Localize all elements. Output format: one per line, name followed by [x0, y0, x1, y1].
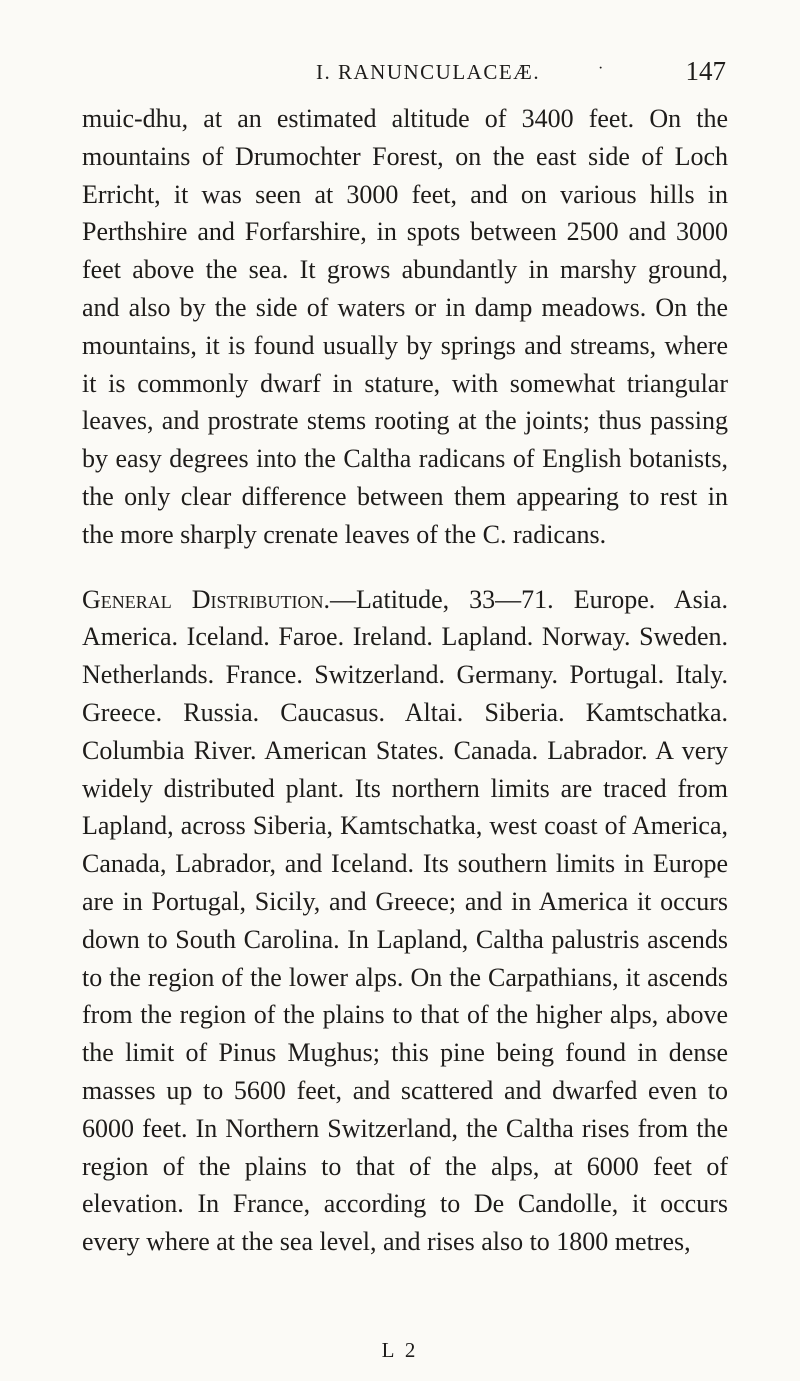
- paragraph-continuation: [82, 100, 728, 554]
- chapter-title: I. RANUNCULACEÆ.: [316, 60, 541, 84]
- page-number: 147: [685, 56, 726, 86]
- paragraph-text: —Latitude, 33—71. Europe. Asia. America. Iceland. Faroe. Ireland. Lapland. Norway. Sweden. Netherlands. France. Switzerland. Germany. Portugal. Italy. Greece. Russia. Caucasus. Altai. Siberia. Kamtschatka. Columbia River. American States. Canada. Labrador. A very widely distributed plant. Its northern limits are traced from Lapland, across Siberia, Kamtschatka, west coast of America, Canada, Labrador, and Iceland. Its southern limits in Europe are in Portugal, Sicily, and Greece; and in America it occurs down to South Carolina. In Lapland, Caltha palustris ascends to the region of the lower alps. On the Carpathians, it ascends from the region of the plains to that of the higher alps, above the limit of Pinus Mughus; this pine being found in dense masses up to 5600 feet, and scattered and dwarfed even to 6000 feet. In Northern Switzerland, the Caltha rises from the region of the plains to that of the alps, at 6000 feet of elevation. In France, according to De Candolle, it occurs every where at the sea level, and rises also to 1800 metres,: [82, 584, 728, 1257]
- header-separator: ·: [598, 60, 604, 77]
- running-head: [84, 54, 726, 94]
- paragraph-general-distribution: [82, 581, 728, 1261]
- paragraph-text: muic-dhu, at an estimated altitude of 3400 feet. On the mountains of Drumochter Forest, on the east side of Loch Erricht, it was seen at 3000 feet, and on various hills in Perthshire and Forfarshire, in spots between 2500 and 3000 feet above the sea. It grows abundantly in marshy ground, and also by the side of waters or in damp meadows. On the mountains, it is found usually by springs and streams, where it is commonly dwarf in stature, with somewhat triangular leaves, and prostrate stems rooting at the joints; thus passing by easy degrees into the Caltha radicans of English botanists, the only clear difference between them appearing to rest in the more sharply crenate leaves of the C. radicans.: [82, 104, 728, 549]
- signature-mark: L 2: [381, 1338, 419, 1362]
- section-heading: General Distribution.: [82, 584, 331, 614]
- body-text: [82, 100, 728, 1261]
